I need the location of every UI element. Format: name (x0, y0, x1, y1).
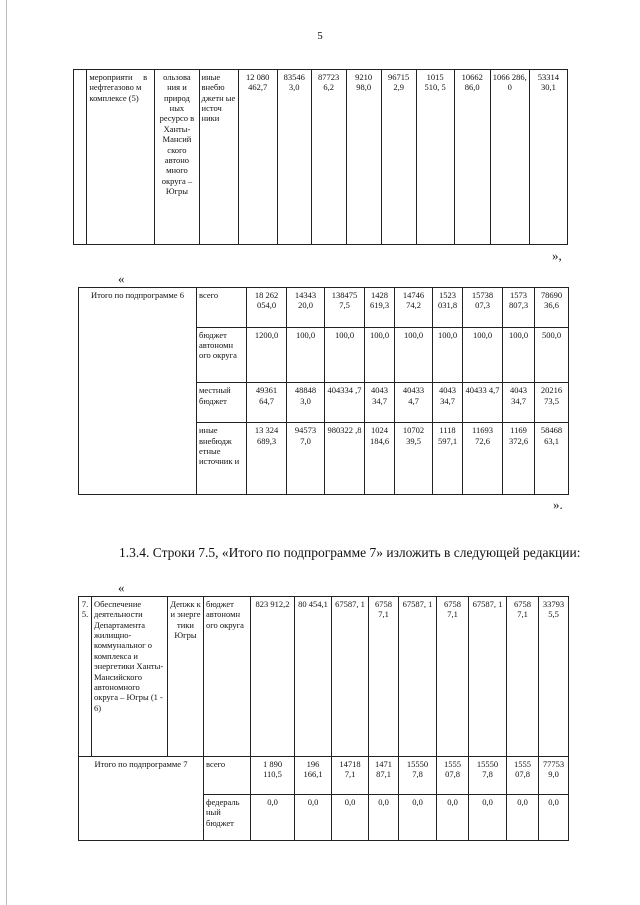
value-cell: 1066 286, 0 (490, 70, 529, 245)
subprogram-label: Итого по подпрограмме 6 (79, 288, 197, 495)
value-cell: 1024 184,6 (365, 423, 395, 495)
closing-quote: ». (553, 497, 563, 512)
row-number: 7. 5. (79, 597, 92, 757)
value-cell: 94573 7,0 (287, 423, 325, 495)
value-cell: 0,0 (437, 795, 469, 841)
value-cell: 1573 807,3 (503, 288, 535, 328)
value-cell: 67587, 1 (469, 597, 507, 757)
table-row (79, 597, 569, 757)
value-cell: 10662 86,0 (454, 70, 490, 245)
value-cell: 11693 72,6 (463, 423, 503, 495)
table-continuation (73, 69, 568, 245)
table-row (79, 288, 569, 328)
value-cell: 1555 07,8 (507, 757, 539, 795)
value-cell: 15550 7,8 (469, 757, 507, 795)
value-cell: 0,0 (399, 795, 437, 841)
value-cell: 1555 07,8 (437, 757, 469, 795)
value-cell: 6758 7,1 (369, 597, 399, 757)
value-cell: 1169 372,6 (503, 423, 535, 495)
value-cell: 58468 63,1 (535, 423, 569, 495)
value-cell: 0,0 (295, 795, 332, 841)
value-cell: 67587, 1 (332, 597, 369, 757)
value-cell: 77753 9,0 (539, 757, 569, 795)
activity-cell: Обеспечение деятельности Департамента жилищно-коммунальног о комплекса и энергетики Ханты-Мансийского автономного округа – Югры (1 - 6) (92, 597, 168, 757)
value-cell: 0,0 (539, 795, 569, 841)
value-cell: 14746 74,2 (395, 288, 433, 328)
source-cell: бюджет автономн ого округа (204, 597, 251, 757)
executor-cell: Депжк к и энерге тики Югры (168, 597, 204, 757)
value-cell: 6758 7,1 (437, 597, 469, 757)
value-cell: 53314 30,1 (529, 70, 567, 245)
value-cell: 1523 031,8 (433, 288, 463, 328)
value-cell: 1 890 110,5 (251, 757, 295, 795)
value-cell: 100,0 (433, 327, 463, 383)
page-number: 5 (317, 30, 323, 42)
value-cell: 40433 4,7 (395, 383, 433, 423)
table-row (74, 70, 568, 245)
value-cell: 138475 7,5 (325, 288, 365, 328)
value-cell: 80 454,1 (295, 597, 332, 757)
source-cell: бюджет автономн ого округа (197, 327, 247, 383)
value-cell: 15550 7,8 (399, 757, 437, 795)
opening-quote: « (118, 271, 125, 286)
value-cell: 40433 4,7 (463, 383, 503, 423)
value-cell: 0,0 (251, 795, 295, 841)
closing-quote: », (552, 248, 562, 263)
scan-edge (6, 0, 7, 905)
value-cell: 0,0 (332, 795, 369, 841)
value-cell: 404334 ,7 (325, 383, 365, 423)
value-cell: 4043 34,7 (365, 383, 395, 423)
value-cell: 6758 7,1 (507, 597, 539, 757)
value-cell: 96715 2,9 (381, 70, 416, 245)
source-cell: иные внебю джетн ые источ ники (199, 70, 238, 245)
value-cell: 1118 597,1 (433, 423, 463, 495)
value-cell: 10702 39,5 (395, 423, 433, 495)
value-cell: 980322 ,8 (325, 423, 365, 495)
value-cell: 33793 5,5 (539, 597, 569, 757)
value-cell: 100,0 (365, 327, 395, 383)
subprogram-label: Итого по подпрограмме 7 (79, 757, 204, 841)
source-cell: всего (197, 288, 247, 328)
value-cell: 20216 73,5 (535, 383, 569, 423)
value-cell: 14718 7,1 (332, 757, 369, 795)
value-cell: 1200,0 (247, 327, 287, 383)
value-cell: 4043 34,7 (503, 383, 535, 423)
value-cell: 100,0 (463, 327, 503, 383)
value-cell: 100,0 (325, 327, 365, 383)
value-cell: 83546 3,0 (277, 70, 311, 245)
value-cell: 4043 34,7 (433, 383, 463, 423)
executor-cell: ользова ния и природ ных ресурсо в Ханты-Мансий ского автоно много округа – Югры (155, 70, 199, 245)
value-cell: 13 324 689,3 (247, 423, 287, 495)
instruction-paragraph: 1.3.4. Строки 7.5, «Итого по подпрограмме 7» изложить в следующей редакции: (119, 545, 581, 560)
source-cell: иные внебюдж етные источник и (197, 423, 247, 495)
value-cell: 14343 20,0 (287, 288, 325, 328)
value-cell: 1471 87,1 (369, 757, 399, 795)
opening-quote: « (118, 580, 125, 595)
table-subprogram-6-total (78, 287, 569, 495)
value-cell: 0,0 (507, 795, 539, 841)
value-cell: 1015 510, 5 (416, 70, 454, 245)
value-cell: 196 166,1 (295, 757, 332, 795)
value-cell: 48848 3,0 (287, 383, 325, 423)
value-cell: 0,0 (469, 795, 507, 841)
value-cell: 9210 98,0 (346, 70, 381, 245)
value-cell: 78690 36,6 (535, 288, 569, 328)
value-cell: 100,0 (395, 327, 433, 383)
source-cell: всего (204, 757, 251, 795)
value-cell: 49361 64,7 (247, 383, 287, 423)
value-cell: 500,0 (535, 327, 569, 383)
value-cell: 100,0 (287, 327, 325, 383)
source-cell: местный бюджет (197, 383, 247, 423)
value-cell: 18 262 054,0 (247, 288, 287, 328)
value-cell: 0,0 (369, 795, 399, 841)
value-cell: 1428 619,3 (365, 288, 395, 328)
value-cell: 15738 07,3 (463, 288, 503, 328)
value-cell: 100,0 (503, 327, 535, 383)
value-cell: 67587, 1 (399, 597, 437, 757)
value-cell: 823 912,2 (251, 597, 295, 757)
value-cell: 12 080 462,7 (238, 70, 277, 245)
value-cell: 87723 6,2 (311, 70, 346, 245)
table-subprogram-7 (78, 596, 569, 841)
activity-cell: мероприяти в нефтегазово м комплексе (5) (87, 70, 155, 245)
table-row (79, 757, 569, 795)
source-cell: федераль ный бюджет (204, 795, 251, 841)
